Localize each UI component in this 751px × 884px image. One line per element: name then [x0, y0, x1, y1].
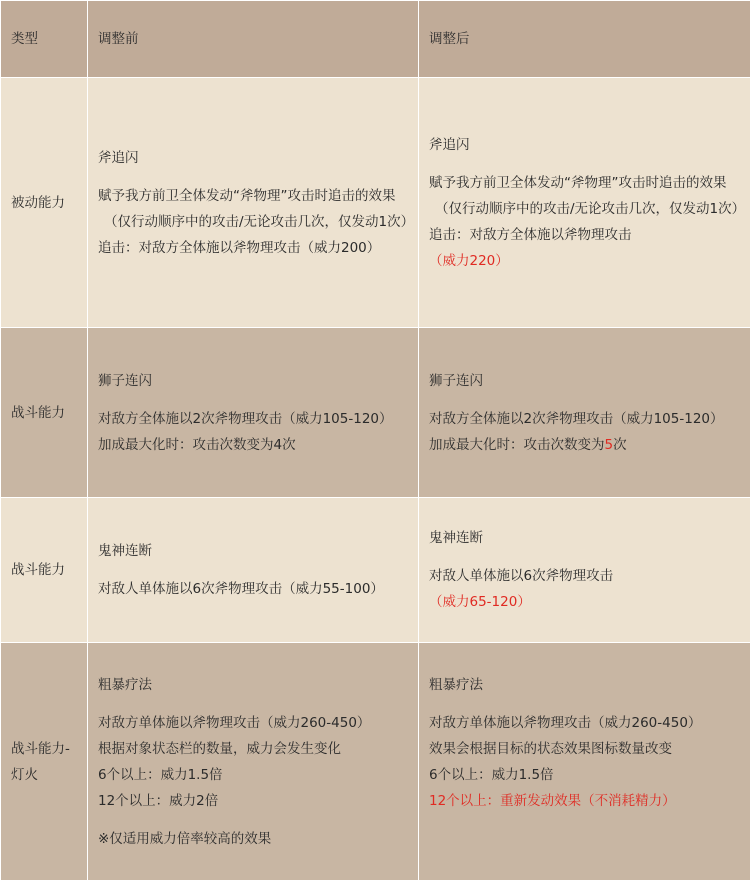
skill-desc: （仅行动顺序中的攻击/无论攻击几次，仅发动1次）	[104, 213, 415, 230]
skill-note: ※仅适用威力倍率较高的效果	[98, 830, 272, 847]
skill-name: 粗暴疗法	[98, 676, 152, 693]
table-row	[1, 78, 751, 328]
row-category: 战斗能力-灯火	[1, 643, 88, 881]
skill-desc: 6个以上：威力1.5倍	[429, 766, 554, 783]
skill-desc: 对敌方单体施以斧物理攻击（威力260-450）	[98, 714, 371, 731]
skill-desc: 对敌人单体施以6次斧物理攻击	[429, 568, 614, 584]
table-row	[1, 328, 751, 498]
after-cell	[419, 643, 751, 881]
before-cell	[88, 328, 419, 498]
skill-desc: 赋予我方前卫全体发动“斧物理”攻击时追击的效果	[98, 187, 396, 204]
header-before: 调整前	[88, 1, 419, 78]
table-row	[1, 643, 751, 881]
desc-text: 次	[613, 436, 627, 453]
skill-name: 斧追闪	[429, 136, 470, 153]
skill-desc: 对敌人单体施以6次斧物理攻击（威力55-100）	[98, 581, 384, 597]
after-cell	[419, 498, 751, 643]
skill-desc: （仅行动顺序中的攻击/无论攻击几次，仅发动1次）	[435, 200, 746, 217]
header-after: 调整后	[419, 1, 751, 78]
skill-name: 鬼神连断	[98, 543, 152, 559]
header-type: 类型	[1, 1, 88, 78]
desc-text: 加成最大化时：攻击次数变为	[429, 436, 605, 453]
skill-desc: 根据对象状态栏的数量，威力会发生变化	[98, 740, 341, 757]
skill-desc: 对敌方全体施以2次斧物理攻击（威力105-120）	[429, 410, 724, 427]
table-row	[1, 498, 751, 643]
skill-name: 斧追闪	[98, 149, 139, 166]
skill-desc: 赋予我方前卫全体发动“斧物理”攻击时追击的效果	[429, 174, 727, 191]
row-category: 战斗能力	[1, 328, 88, 498]
changed-value: （威力220）	[429, 252, 509, 269]
row-category: 战斗能力	[1, 498, 88, 643]
skill-desc	[429, 432, 740, 458]
row-category: 被动能力	[1, 78, 88, 328]
skill-desc: 追击：对敌方全体施以斧物理攻击	[429, 226, 632, 243]
changed-value: （威力65-120）	[429, 594, 531, 610]
skill-desc: 追击：对敌方全体施以斧物理攻击（威力200）	[98, 239, 381, 256]
changed-value: 12个以上：重新发动效果（不消耗精力）	[429, 792, 676, 809]
skill-name: 狮子连闪	[429, 372, 483, 389]
skill-name: 鬼神连断	[429, 530, 483, 546]
before-cell	[88, 643, 419, 881]
skill-name: 狮子连闪	[98, 372, 152, 389]
skill-desc: 12个以上：威力2倍	[98, 792, 219, 809]
skill-desc: 加成最大化时：攻击次数变为4次	[98, 436, 296, 453]
changed-value: 5	[604, 436, 614, 453]
after-cell	[419, 78, 751, 328]
header-row	[1, 1, 751, 78]
skill-desc: 6个以上：威力1.5倍	[98, 766, 223, 783]
before-cell	[88, 78, 419, 328]
before-cell	[88, 498, 419, 643]
skill-name: 粗暴疗法	[429, 676, 483, 693]
skill-desc: 效果会根据目标的状态效果图标数量改变	[429, 740, 672, 757]
skill-desc: 对敌方单体施以斧物理攻击（威力260-450）	[429, 714, 702, 731]
skill-desc: 对敌方全体施以2次斧物理攻击（威力105-120）	[98, 410, 393, 427]
after-cell	[419, 328, 751, 498]
